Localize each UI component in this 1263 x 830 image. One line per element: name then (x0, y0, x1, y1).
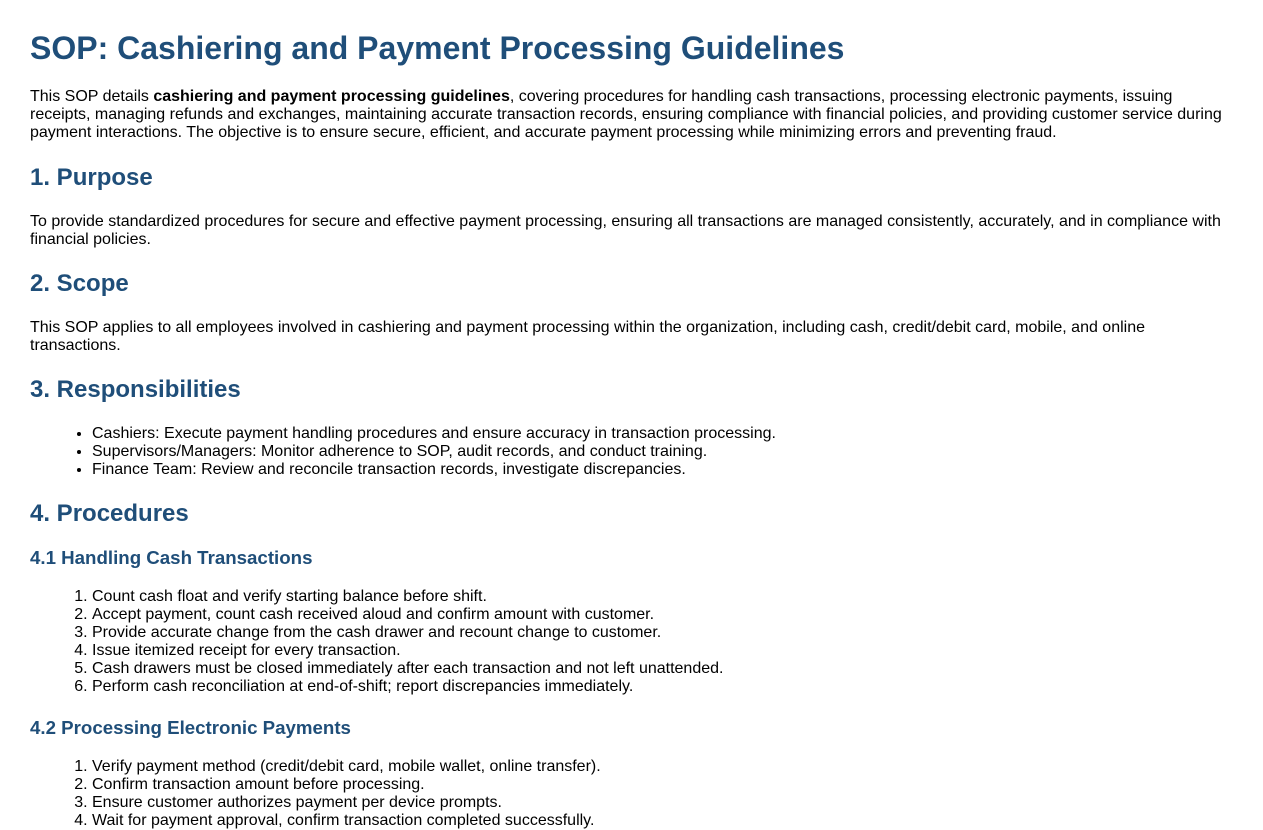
procedures-heading: 4. Procedures (30, 500, 189, 527)
list-item: 2. Accept payment, count cash received aloud and confirm amount with customer. (92, 606, 1233, 624)
intro-paragraph (30, 88, 1233, 142)
list-item: 1. Count cash float and verify starting balance before shift. (92, 588, 1233, 606)
list-item: 5. Cash drawers must be closed immediately after each transaction and not left unattended. (92, 660, 1233, 678)
responsibilities-heading: 3. Responsibilities (30, 376, 241, 403)
list-item: 6. Perform cash reconciliation at end-of-shift; report discrepancies immediately. (92, 678, 1233, 696)
page-title: SOP: Cashiering and Payment Processing Guidelines (30, 30, 845, 66)
responsibilities-list (30, 425, 1233, 479)
list-item: • Finance Team: Review and reconcile transaction records, investigate discrepancies. (92, 461, 1233, 479)
electronic-payments-list (30, 758, 1233, 830)
list-item: 2. Confirm transaction amount before processing. (92, 776, 1233, 794)
list-item: • Supervisors/Managers: Monitor adherence to SOP, audit records, and conduct training. (92, 443, 1233, 461)
cash-transactions-list (30, 588, 1233, 696)
list-item: 4. Issue itemized receipt for every transaction. (92, 642, 1233, 660)
list-item: 3. Provide accurate change from the cash drawer and recount change to customer. (92, 624, 1233, 642)
scope-heading: 2. Scope (30, 270, 129, 297)
list-item: 4. Wait for payment approval, confirm transaction completed successfully. (92, 812, 1233, 830)
list-item: 1. Verify payment method (credit/debit card, mobile wallet, online transfer). (92, 758, 1233, 776)
intro-rest: , covering procedures for handling cash transactions, processing electronic payments, issuing receipts, managing refunds and exchanges, maintaining accurate transaction records, ensuring compliance with financial policies, and providing customer service during payment interactions. The objective is to ensure secure, efficient, and accurate payment processing while minimizing errors and preventing fraud. (30, 88, 1222, 141)
list-item: • Cashiers: Execute payment handling procedures and ensure accuracy in transaction processing. (92, 425, 1233, 443)
scope-text: This SOP applies to all employees involved in cashiering and payment processing within the organization, including cash, credit/debit card, mobile, and online transactions. (30, 319, 1146, 354)
intro-lead: This SOP details (30, 88, 154, 105)
cash-transactions-heading: 4.1 Handling Cash Transactions (30, 547, 313, 568)
electronic-payments-heading: 4.2 Processing Electronic Payments (30, 717, 351, 738)
list-item: 3. Ensure customer authorizes payment per device prompts. (92, 794, 1233, 812)
purpose-text: To provide standardized procedures for secure and effective payment processing, ensuring all transactions are managed consistently, accurately, and in compliance with financial policies. (30, 213, 1221, 248)
intro-bold-text: cashiering and payment processing guidelines (153, 88, 510, 105)
purpose-heading: 1. Purpose (30, 164, 153, 191)
